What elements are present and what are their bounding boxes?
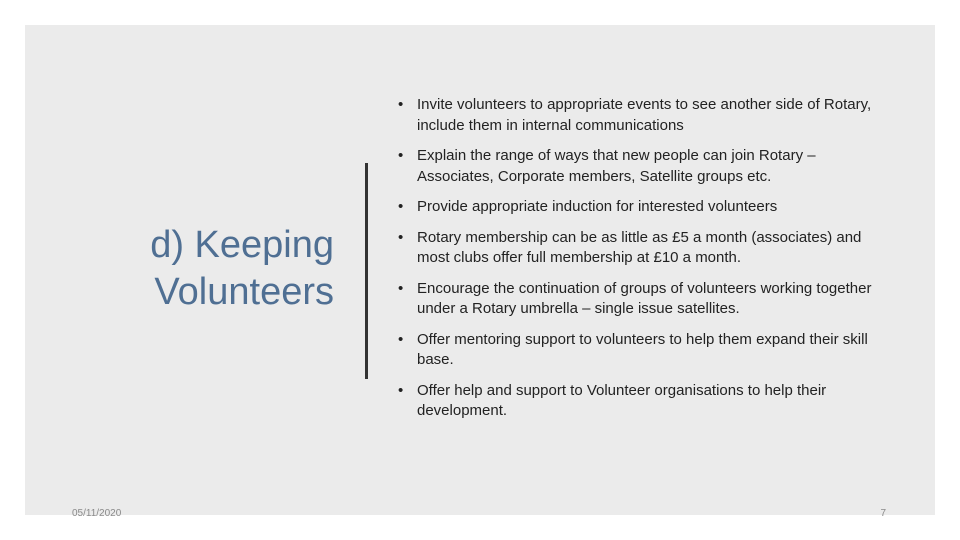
bullet-item-explain-ways-to-join <box>398 146 893 187</box>
bullet-icon: • <box>398 279 404 297</box>
bullet-icon: • <box>398 381 404 399</box>
bullet-text: Invite volunteers to appropriate events to see another side of Rotary, include them in internal communications <box>417 96 872 134</box>
bullet-icon: • <box>398 96 404 113</box>
bullet-text: Encourage the continuation of groups of volunteers working together under a Rotary umbrella – single issue satellites. <box>417 279 872 317</box>
bullet-item-mentoring <box>398 330 893 371</box>
slide-title-line-2: Volunteers <box>154 271 334 313</box>
bullet-icon: • <box>398 147 404 164</box>
slide-title-line-1: d) Keeping <box>150 224 334 266</box>
footer-date: 05/11/2020 <box>72 508 122 519</box>
bullet-icon: • <box>398 228 404 246</box>
bullet-text: Offer mentoring support to volunteers to help them expand their skill base. <box>417 330 868 368</box>
bullet-text: Provide appropriate induction for interested volunteers <box>417 198 778 215</box>
bullet-item-membership-cost <box>398 228 893 269</box>
slide-title <box>74 222 334 316</box>
bullet-text: Explain the range of ways that new people can join Rotary – Associates, Corporate members, Satellite groups etc. <box>417 147 816 185</box>
footer-page-number: 7 <box>880 508 886 519</box>
bullet-item-induction <box>398 197 893 218</box>
vertical-divider <box>365 163 368 379</box>
bullet-text: Offer help and support to Volunteer organisations to help their development. <box>417 381 827 419</box>
bullet-icon: • <box>398 198 404 215</box>
bullet-item-invite-volunteers <box>398 95 893 136</box>
bullet-text: Rotary membership can be as little as £5 a month (associates) and most clubs offer full membership at £10 a month. <box>417 228 862 266</box>
bullet-item-organisation-support <box>398 381 893 422</box>
bullet-icon: • <box>398 330 404 348</box>
bullet-list <box>398 95 893 432</box>
bullet-item-groups-continuation <box>398 279 893 320</box>
